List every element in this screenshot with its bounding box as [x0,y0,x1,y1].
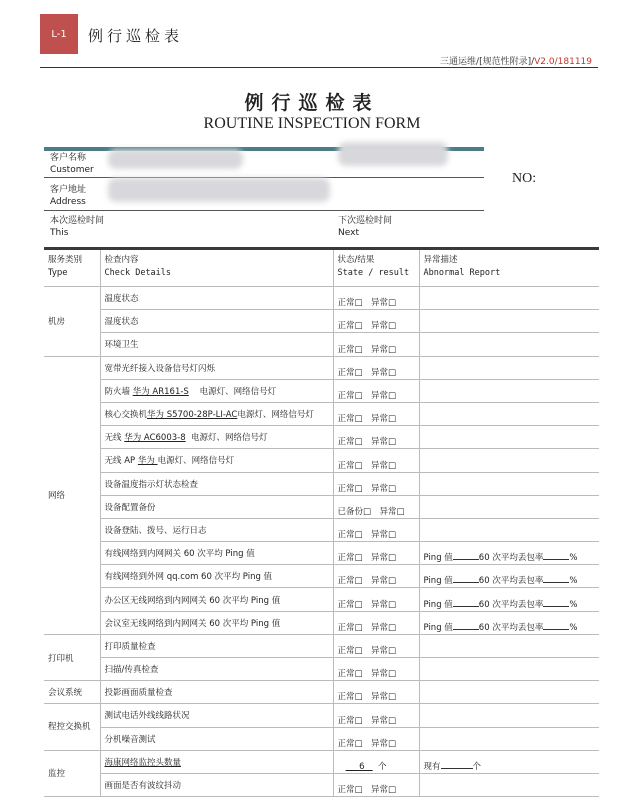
category-pbx: 程控交换机 [44,704,100,750]
check-item: 有线网络到外网 qq.com 60 次平均 Ping 值 [100,565,333,588]
check-item: 测试电话外线线路状况 [100,704,333,727]
current-unit: 个 [472,761,482,772]
ping-report[interactable] [419,565,599,588]
table-row [44,472,599,495]
header-type-cn: 服务类别 [48,255,83,265]
header-type-en: Type [48,268,68,278]
percent-label: % [569,553,578,564]
status-checkbox[interactable]: 正常□ 异常□ [333,658,419,681]
check-item: 有线网络到内网网关 60 次平均 Ping 值 [100,542,333,565]
header-check [100,249,333,287]
status-checkbox[interactable]: 正常□ 异常□ [333,402,419,425]
abnormal-cell[interactable] [419,518,599,541]
status-checkbox[interactable]: 正常□ 异常□ [333,611,419,634]
table-row [44,287,599,310]
abnormal-cell[interactable] [419,658,599,681]
check-item-part: 电源灯、网络信号灯 [191,433,268,444]
table-row [44,379,599,402]
status-checkbox[interactable]: 正常□ 异常□ [333,333,419,356]
table-row [44,310,599,333]
abnormal-cell[interactable] [419,449,599,472]
check-item: 扫描/传真检查 [100,658,333,681]
doc-reference-prefix: 三通运维/[规范性附录]/ [440,57,535,67]
check-item-text: 海康网络监控头数量 [104,757,182,768]
current-count[interactable] [419,750,599,773]
abnormal-cell[interactable] [419,495,599,518]
status-checkbox[interactable]: 正常□ 异常□ [333,773,419,796]
check-item: 设备登陆、拨号、运行日志 [100,518,333,541]
loss-label: 60 次平均丢包率 [478,553,544,564]
header-check-en: Check Details [104,268,172,278]
number-label: NO: [512,171,537,186]
this-inspection-label-cn: 本次巡检时间 [50,216,105,226]
header-abnormal [419,249,599,287]
abnormal-cell[interactable] [419,681,599,704]
header-state-en: State / result [337,268,410,278]
next-inspection-label [338,215,392,239]
next-inspection-label-en: Next [338,228,359,238]
header-abnormal-en: Abnormal Report [423,268,501,278]
check-item [100,750,333,773]
table-row [44,518,599,541]
check-item: 办公区无线网络到内网网关 60 次平均 Ping 值 [100,588,333,611]
abnormal-cell[interactable] [419,773,599,796]
abnormal-cell[interactable] [419,333,599,356]
ping-report[interactable] [419,542,599,565]
customer-label [50,152,94,176]
percent-label: % [569,599,578,610]
abnormal-cell[interactable] [419,379,599,402]
category-monitor: 监控 [44,750,100,796]
abnormal-cell[interactable] [419,704,599,727]
table-row [44,658,599,681]
this-inspection-label [50,215,104,239]
customer-value-redacted-2 [338,142,448,166]
form-title-cn: 例行巡检表 [244,92,380,114]
status-checkbox[interactable]: 正常□ 异常□ [333,310,419,333]
status-checkbox[interactable]: 正常□ 异常□ [333,727,419,750]
abnormal-cell[interactable] [419,310,599,333]
status-checkbox[interactable]: 正常□ 异常□ [333,287,419,310]
status-checkbox[interactable]: 正常□ 异常□ [333,681,419,704]
check-item: 打印质量检查 [100,634,333,657]
header-state-cn: 状态/结果 [337,255,375,265]
table-row [44,750,599,773]
table-header-row [44,249,599,287]
header-state [333,249,419,287]
status-checkbox[interactable]: 正常□ 异常□ [333,518,419,541]
check-item [100,426,333,449]
check-item: 设备配置备份 [100,495,333,518]
table-row [44,426,599,449]
doc-reference-version: V2.0/181119 [534,57,592,67]
check-item-part: 防火墙 [104,386,133,397]
loss-label: 60 次平均丢包率 [478,576,544,587]
status-checkbox[interactable]: 正常□ 异常□ [333,472,419,495]
header-check-cn: 检查内容 [104,255,139,265]
camera-unit: 个 [378,761,387,772]
status-checkbox[interactable]: 已备份□ 异常□ [333,495,419,518]
table-row [44,333,599,356]
category-network: 网络 [44,356,100,634]
table-row [44,588,599,611]
form-title-en: ROUTINE INSPECTION FORM [203,115,421,132]
check-item: 湿度状态 [100,310,333,333]
device-model: 华为 S5700-28P-LI-AC [147,410,238,421]
ping-report[interactable] [419,611,599,634]
section-tab-label: L-1 [51,28,67,40]
this-inspection-label-en: This [50,228,69,238]
check-item: 投影画面质量检查 [100,681,333,704]
table-row [44,634,599,657]
check-item-part: 无线 [104,433,125,444]
customer-label-en: Customer [50,165,94,175]
header-type [44,249,100,287]
status-checkbox[interactable]: 正常□ 异常□ [333,379,419,402]
check-item [100,379,333,402]
check-item-part: 无线 AP [104,456,138,467]
camera-count[interactable] [333,750,419,773]
status-checkbox[interactable]: 正常□ 异常□ [333,588,419,611]
address-value-redacted [108,178,330,202]
abnormal-cell[interactable] [419,402,599,425]
check-item: 宽带光纤接入设备信号灯闪烁 [100,356,333,379]
check-item [100,449,333,472]
current-label: 现有 [423,761,441,772]
table-row [44,495,599,518]
table-row [44,449,599,472]
check-item [100,402,333,425]
status-checkbox[interactable]: 正常□ 异常□ [333,542,419,565]
ping-label: Ping 值 [423,576,453,587]
camera-count-value [346,762,373,772]
table-row [44,356,599,379]
table-row [44,681,599,704]
table-row [44,704,599,727]
customer-value-redacted [108,149,243,169]
customer-label-cn: 客户名称 [50,153,87,163]
ping-label: Ping 值 [423,553,453,564]
table-row [44,542,599,565]
address-label [50,184,86,208]
header-abnormal-cn: 异常描述 [423,255,458,265]
next-inspection-label-cn: 下次巡检时间 [338,216,393,226]
section-tab [40,14,78,54]
status-checkbox[interactable]: 正常□ 异常□ [333,356,419,379]
status-checkbox[interactable]: 正常□ 异常□ [333,426,419,449]
check-item-part: 电源灯、网络信号灯 [157,456,235,467]
abnormal-cell[interactable] [419,727,599,750]
table-row [44,402,599,425]
check-item-part: 电源灯、网络信号灯 [199,386,277,397]
loss-label: 60 次平均丢包率 [478,599,544,610]
device-model: 华为 AR161-S [132,386,189,397]
ping-label: Ping 值 [423,622,453,633]
table-row [44,565,599,588]
ping-label: Ping 值 [423,599,453,610]
abnormal-cell[interactable] [419,287,599,310]
device-model: 华为 AC6003-8 [124,433,186,444]
abnormal-cell[interactable] [419,634,599,657]
loss-label: 60 次平均丢包率 [478,622,544,633]
category-meeting: 会议系统 [44,681,100,704]
address-label-cn: 客户地址 [50,185,87,195]
table-row [44,773,599,796]
section-title: 例行巡检表 [88,27,184,45]
check-item-part: 核心交换机 [104,410,148,421]
percent-label: % [569,576,578,587]
table-row [44,611,599,634]
check-item: 会议室无线网络到内网网关 60 次平均 Ping 值 [100,611,333,634]
status-checkbox[interactable]: 正常□ 异常□ [333,704,419,727]
status-checkbox[interactable]: 正常□ 异常□ [333,449,419,472]
category-printer: 打印机 [44,634,100,680]
check-item-part: 电源灯、网络信号灯 [237,410,314,421]
device-model: 华为 [137,456,158,467]
address-rule [44,210,484,211]
abnormal-cell[interactable] [419,426,599,449]
check-item: 环境卫生 [100,333,333,356]
camera-count-number: 6 [359,761,365,772]
abnormal-cell[interactable] [419,356,599,379]
doc-reference [440,54,592,67]
address-label-en: Address [50,197,86,207]
check-item: 设备温度指示灯状态检查 [100,472,333,495]
check-item: 分机噪音测试 [100,727,333,750]
check-item: 温度状态 [100,287,333,310]
percent-label: % [569,622,578,633]
status-checkbox[interactable]: 正常□ 异常□ [333,634,419,657]
check-item: 画面是否有波纹抖动 [100,773,333,796]
category-room: 机房 [44,287,100,357]
ping-report[interactable] [419,588,599,611]
abnormal-cell[interactable] [419,472,599,495]
status-checkbox[interactable]: 正常□ 异常□ [333,565,419,588]
table-row [44,727,599,750]
header-rule [40,67,598,68]
inspection-table [44,247,599,797]
